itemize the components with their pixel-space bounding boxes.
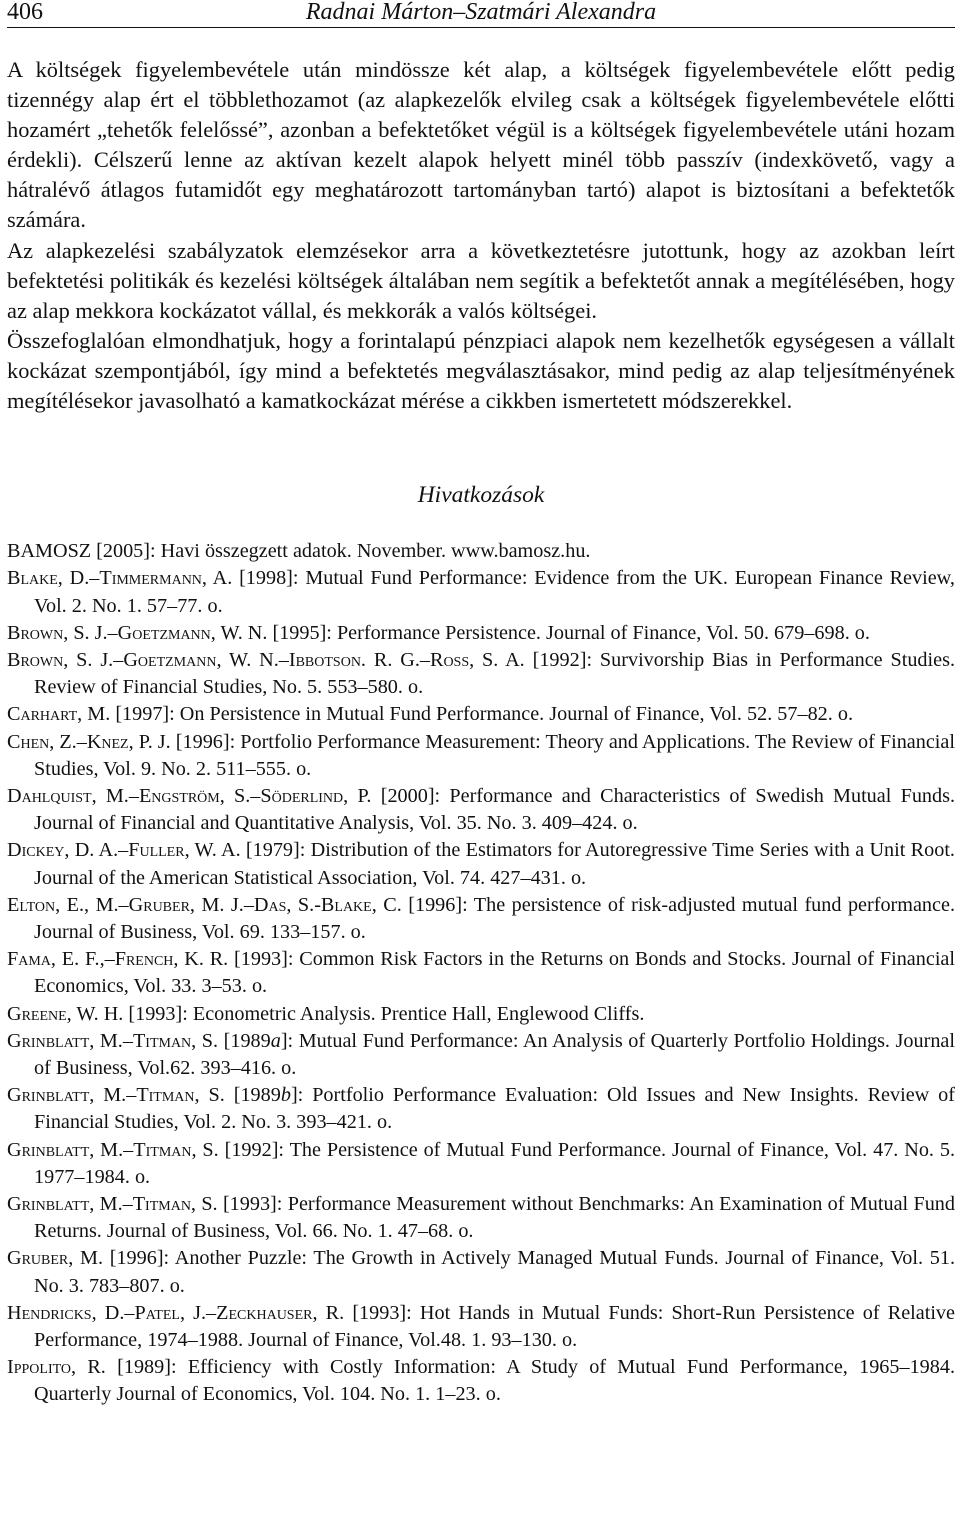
reference-authors: Hendricks, D.–Patel, J.–Zeckhauser, R.	[7, 1301, 345, 1324]
reference-text: [1989	[224, 1084, 281, 1107]
reference-text: ]: Mutual Fund Performance: An Analysis of Quarterly Portfolio Holdings. Journal of Business, Vol.62. 393–416. o.	[34, 1029, 955, 1079]
reference-text: [1989]: Efficiency with Costly Information: A Study of Mutual Fund Performance, 1965–1984. Quarterly Journal of Economics, Vol. 104. No. 1. 1–23. o.	[34, 1356, 955, 1406]
reference-text: [1993]: Econometric Analysis. Prentice Hall, Englewood Cliffs.	[123, 1002, 645, 1025]
reference-item	[7, 538, 955, 565]
reference-text: [1996]: Another Puzzle: The Growth in Actively Managed Mutual Funds. Journal of Finance, Vol. 51. No. 3. 783–807. o.	[34, 1247, 955, 1297]
reference-authors: Dahlquist, M.–Engström, S.–Söderlind, P.	[7, 784, 372, 807]
reference-item	[7, 729, 955, 783]
reference-authors: Brown, S. J.–Goetzmann, W. N.	[7, 621, 268, 644]
page-header	[7, 0, 955, 28]
reference-authors: Blake, D.–Timmermann, A.	[7, 567, 233, 590]
reference-authors: Chen, Z.–Knez, P. J.	[7, 730, 171, 753]
reference-item	[7, 892, 955, 946]
reference-authors: Grinblatt, M.–Titman, S.	[7, 1193, 218, 1215]
paragraph: Összefoglalóan elmondhatjuk, hogy a forintalapú pénzpiaci alapok nem kezelhetők egységesen a vállalt kockázat szempontjából, így mind a befektetés megválasztásakor, mind pedig az alap teljesítményének megítélésekor javasolható a kamatkockázat mérése a cikkben ismertetett módszerekkel.	[7, 327, 955, 414]
reference-item	[7, 1191, 955, 1245]
running-title: Radnai Márton–Szatmári Alexandra	[305, 0, 657, 25]
reference-item	[7, 837, 955, 891]
reference-text: [1993]: Common Risk Factors in the Returns on Bonds and Stocks. Journal of Financial Economics, Vol. 33. 3–53. o.	[34, 948, 955, 998]
reference-text: [1995]: Performance Persistence. Journal of Finance, Vol. 50. 679–698. o.	[267, 621, 870, 644]
reference-item	[7, 620, 955, 647]
reference-text: BAMOSZ [2005]: Havi összegzett adatok. November. www.bamosz.hu.	[7, 540, 591, 563]
reference-suffix: b	[280, 1084, 291, 1107]
reference-text: [1992]: The Persistence of Mutual Fund Performance. Journal of Finance, Vol. 47. No. 5. 1977–1984. o.	[34, 1138, 955, 1188]
reference-authors: Ippolito, R.	[7, 1356, 106, 1379]
page	[7, 0, 955, 1409]
reference-authors: Elton, E., M.–Gruber, M. J.–Das, S.-Blake, C.	[7, 893, 402, 916]
reference-text: [1996]: Portfolio Performance Measurement: Theory and Applications. The Review of Financial Studies, Vol. 9. No. 2. 511–555. o.	[34, 730, 955, 780]
reference-item	[7, 1082, 955, 1136]
reference-item	[7, 647, 955, 701]
references-list	[7, 538, 955, 1409]
reference-suffix: a	[270, 1029, 281, 1052]
reference-item	[7, 1245, 955, 1299]
reference-authors: Grinblatt, M.–Titman, S.	[7, 1138, 219, 1161]
reference-authors: Grinblatt, M.–Titman, S.	[7, 1084, 225, 1107]
reference-item	[7, 1300, 955, 1354]
reference-text: [2000]: Performance and Characteristics of Swedish Mutual Funds. Journal of Financial and Quantitative Analysis, Vol. 35. No. 3. 409–424. o.	[34, 784, 955, 835]
reference-authors: Fama, E. F.,–French, K. R.	[7, 948, 229, 971]
page-number: 406	[7, 0, 43, 25]
reference-text: [1992]: Survivorship Bias in Performance Studies. Review of Financial Studies, No. 5. 553–580. o.	[34, 648, 955, 699]
body-text	[7, 55, 955, 416]
reference-authors: Greene, W. H.	[7, 1002, 124, 1025]
reference-item	[7, 701, 955, 728]
reference-text: [1979]: Distribution of the Estimators for Autoregressive Time Series with a Unit Root. Journal of the American Statistical Association, Vol. 74. 427–431. o.	[34, 839, 955, 889]
reference-authors: Dickey, D. A.–Fuller, W. A.	[7, 839, 241, 862]
reference-text: [1996]: The persistence of risk-adjusted mutual fund performance. Journal of Business, Vol. 69. 133–157. o.	[34, 893, 955, 943]
paragraph: Az alapkezelési szabályzatok elemzésekor arra a következtetésre jutottunk, hogy az azokban leírt befektetési politikák és kezelési költségek általában nem segítik a befektetőt annak a megítélésében, hogy az alap mekkora kockázatot vállal, és mekkorák a valós költségei.	[7, 237, 955, 323]
reference-item	[7, 1354, 955, 1408]
paragraph: A költségek figyelembevétele után mindössze két alap, a költségek figyelembevétele előtt pedig tizennégy alap ért el többlethozamot (az alapkezelők elvileg csak a költségek figyelembevétele előtti hozamért „tehetők felelőssé”, azonban a befektetőket végül is a költségek figyelembevétele utáni hozam érdekli). Célszerű lenne az aktívan kezelt alapok helyett minél több passzív (indexkövető, vagy a hátralévő átlagos futamidőt egy meghatározott tartományban tartó) alapot is biztosítani a befektetők számára.	[7, 57, 955, 233]
reference-authors: Grinblatt, M.–Titman, S.	[7, 1029, 219, 1052]
reference-text: [1997]: On Persistence in Mutual Fund Performance. Journal of Finance, Vol. 52. 57–82. o.	[110, 703, 853, 726]
reference-item	[7, 565, 955, 619]
reference-item	[7, 1001, 955, 1028]
reference-text: [1989	[218, 1029, 271, 1052]
reference-authors: Gruber, M.	[7, 1247, 104, 1270]
reference-text: ]: Portfolio Performance Evaluation: Old Issues and New Insights. Review of Financial Studies, Vol. 2. No. 3. 393–421. o.	[34, 1084, 955, 1134]
reference-text: [1993]: Performance Measurement without Benchmarks: An Examination of Mutual Fund Returns. Journal of Business, Vol. 66. No. 1. 47–68. o.	[34, 1193, 955, 1243]
reference-item	[7, 783, 955, 837]
reference-item	[7, 946, 955, 1000]
reference-text: [1993]: Hot Hands in Mutual Funds: Short-Run Persistence of Relative Performance, 1974–1988. Journal of Finance, Vol.48. 1. 93–130. o.	[34, 1301, 955, 1352]
reference-item	[7, 1028, 955, 1082]
references-title: Hivatkozások	[417, 482, 545, 509]
reference-authors: Brown, S. J.–Goetzmann, W. N.–Ibbotson. R. G.–Ross, S. A.	[7, 648, 525, 671]
reference-item	[7, 1137, 955, 1191]
reference-text: [1998]: Mutual Fund Performance: Evidence from the UK. European Finance Review, Vol. 2. No. 1. 57–77. o.	[34, 567, 955, 617]
reference-authors: Carhart, M.	[7, 703, 111, 726]
